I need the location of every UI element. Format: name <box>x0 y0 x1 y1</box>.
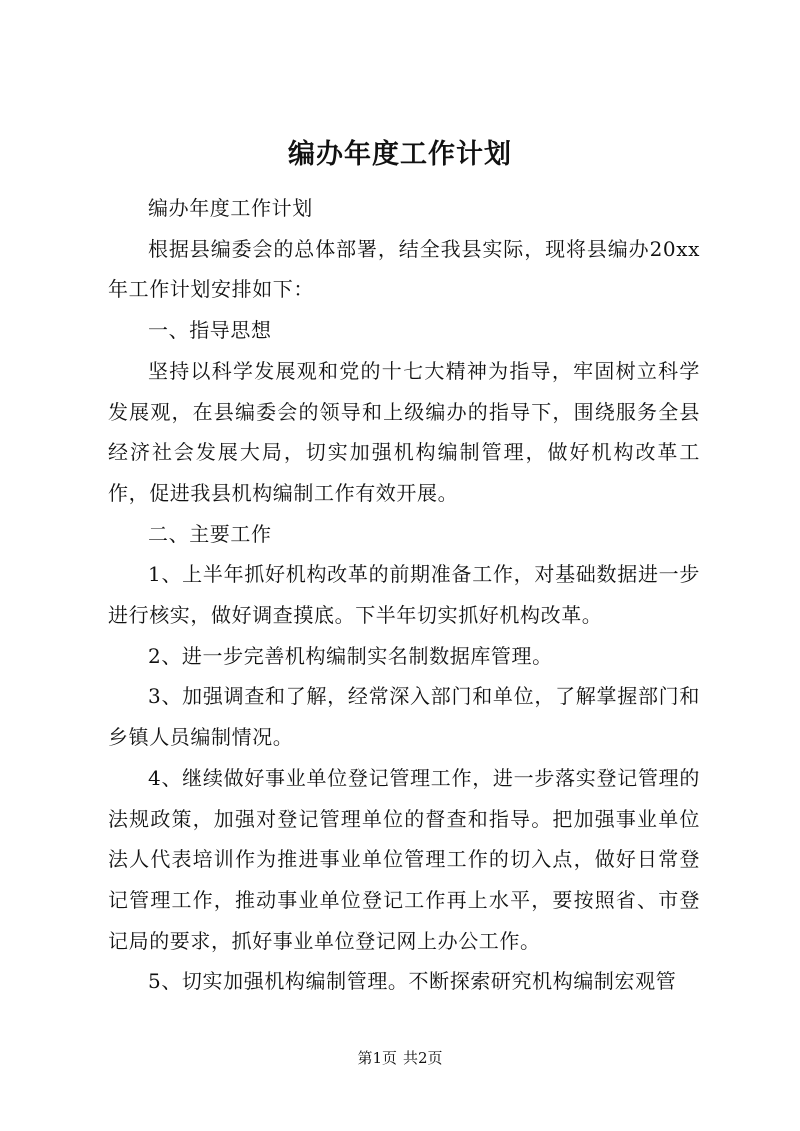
paragraph-item-5: 5、切实加强机构编制管理。不断探索研究机构编制宏观管 <box>148 969 677 994</box>
paragraph-intro: 根据县编委会的总体部署，结全我县实际，现将县编办20xx年工作计划安排如下： <box>108 236 700 302</box>
page-total: 共2页 <box>403 1049 443 1067</box>
page-footer <box>0 1048 800 1068</box>
paragraph-item-2: 2、进一步完善机构编制实名制数据库管理。 <box>148 643 553 668</box>
document-body <box>108 188 700 1002</box>
paragraph-item-4: 4、继续做好事业单位登记管理工作，进一步落实登记管理的法规政策，加强对登记管理单位的督查和指导。把加强事业单位法人代表培训作为推进事业单位管理工作的切入点，做好日常登记管理工作，推动事业单位登记工作再上水平，要按照省、市登记局的要求，抓好事业单位登记网上办公工作。 <box>108 765 700 953</box>
paragraph-item-3: 3、加强调查和了解，经常深入部门和单位，了解掌握部门和乡镇人员编制情况。 <box>108 684 700 750</box>
section-heading-guiding-ideology: 一、指导思想 <box>148 318 272 343</box>
page-number: 第1页 <box>357 1049 397 1067</box>
page-title: 编办年度工作计划 <box>288 139 512 170</box>
paragraph-item-1: 1、上半年抓好机构改革的前期准备工作，对基础数据进一步进行核实，做好调查摸底。下半年切实抓好机构改革。 <box>108 562 700 628</box>
paragraph-subtitle: 编办年度工作计划 <box>148 196 313 220</box>
section-heading-main-work: 二、主要工作 <box>148 521 272 546</box>
paragraph-guiding-ideology: 坚持以科学发展观和党的十七大精神为指导，牢固树立科学发展观，在县编委会的领导和上级编办的指导下，围绕服务全县经济社会发展大局，切实加强机构编制管理，做好机构改革工作，促进我县机构编制工作有效开展。 <box>108 358 700 505</box>
